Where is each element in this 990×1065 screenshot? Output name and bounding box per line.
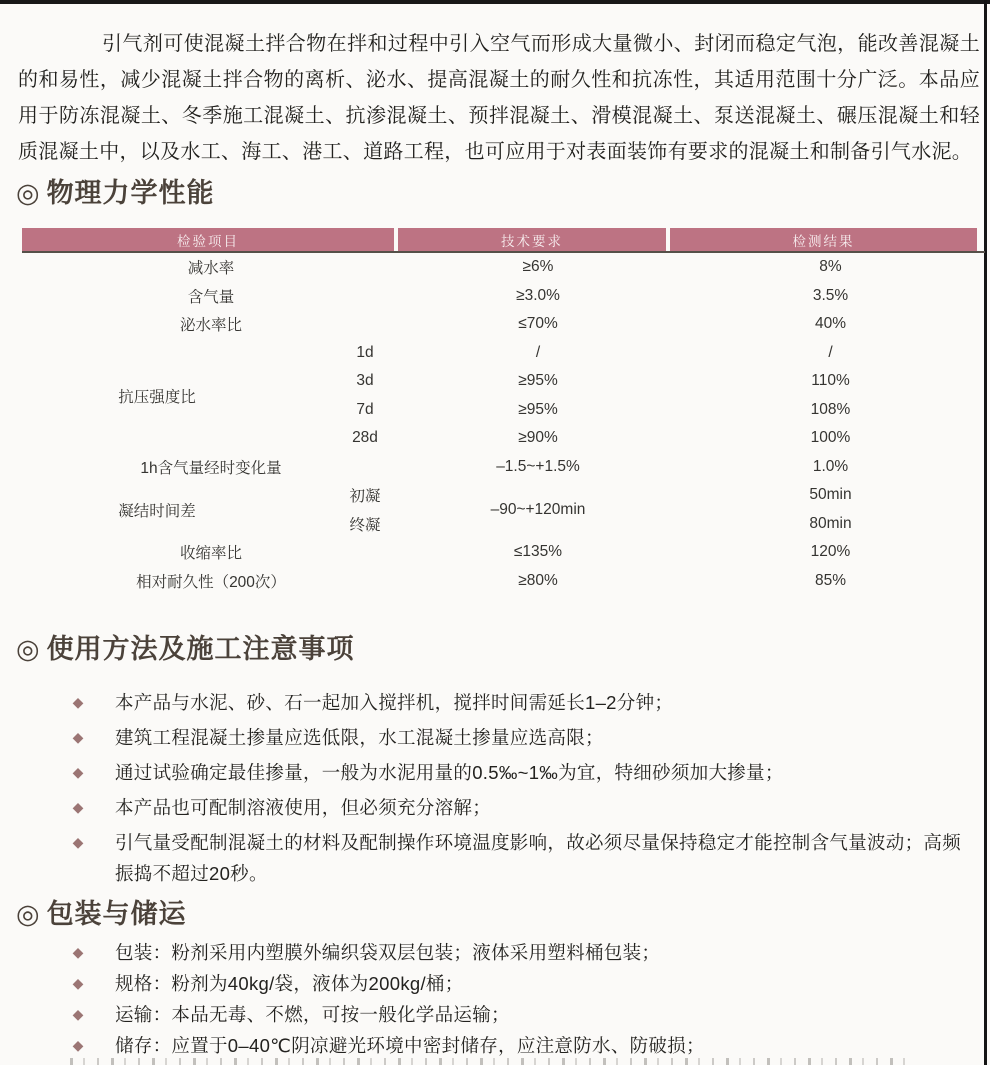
column-header-item: 检验项目 (22, 228, 398, 251)
requirement-cell: ≥95% (518, 400, 558, 418)
table-row (22, 282, 985, 311)
result-cell: 40% (814, 315, 847, 333)
section-heading-label: 使用方法及施工注意事项 (46, 634, 355, 664)
result-cell: 120% (810, 543, 851, 561)
result-cell: 3.5% (812, 286, 849, 304)
clipped-text-remnant (70, 1058, 910, 1065)
row-sub-label: 初凝 (349, 488, 381, 506)
requirement-cell: ≥3.0% (516, 286, 560, 304)
row-item-label: 收缩率比 (179, 545, 242, 563)
section-heading-packaging (16, 892, 187, 931)
list-item (70, 1000, 975, 1029)
requirement-cell: –1.5~+1.5% (496, 457, 580, 475)
requirement-cell: ≥6% (522, 258, 554, 276)
result-cell: 100% (810, 429, 851, 447)
packaging-bullet-list (70, 938, 975, 1062)
result-cell: 85% (814, 571, 847, 589)
diamond-bullet-icon: ◆ (72, 834, 84, 850)
result-cell: 1.0% (812, 457, 849, 475)
list-item (70, 722, 975, 753)
row-sub-label: 1d (356, 343, 374, 361)
row-item-label: 相对耐久性（200次） (136, 573, 286, 591)
bullet-text: 运输：本品无毒、不燃，可按一般化学品运输； (115, 1004, 510, 1025)
requirement-cell: ≤70% (518, 315, 558, 333)
section-heading-label: 包装与储运 (46, 899, 187, 929)
table-body (22, 253, 985, 595)
requirement-cell: ≥95% (518, 372, 558, 390)
requirement-cell: ≤135% (513, 543, 563, 561)
row-sub-label: 3d (356, 372, 374, 390)
result-cell: 8% (819, 258, 842, 276)
row-item-label: 含气量 (187, 288, 235, 306)
list-item (70, 969, 975, 998)
row-sub-label: 7d (356, 400, 374, 418)
result-cell: 110% (811, 372, 850, 390)
result-cell: 80min (809, 514, 852, 532)
diamond-bullet-icon: ◆ (72, 729, 84, 745)
table-header-row (22, 228, 985, 253)
requirement-cell: ≥90% (518, 429, 558, 447)
setting-time-requirement-cell: –90~+120min (490, 500, 586, 518)
group-label-setting-time: 凝结时间差 (118, 502, 196, 520)
section-marker-icon: ◎ (16, 634, 41, 664)
row-item-label: 泌水率比 (179, 317, 242, 335)
row-item-label: 减水率 (187, 260, 235, 278)
result-cell: 108% (810, 400, 851, 418)
diamond-bullet-icon: ◆ (72, 944, 84, 960)
table-row (22, 567, 985, 596)
bullet-text: 建筑工程混凝土掺量应选低限，水工混凝土掺量应选高限； (115, 727, 604, 748)
list-item (70, 827, 975, 889)
table-row (22, 453, 985, 482)
bullet-text: 通过试验确定最佳掺量，一般为水泥用量的0.5‰~1‰为宜，特细砂须加大掺量； (115, 762, 784, 783)
row-item-label: 1h含气量经时变化量 (140, 459, 282, 477)
group-label-compressive-strength: 抗压强度比 (118, 388, 196, 406)
bullet-text: 包装：粉剂采用内塑膜外编织袋双层包装；液体采用塑料桶包装； (115, 942, 661, 963)
result-cell: 50min (809, 486, 852, 504)
section-marker-icon: ◎ (16, 178, 41, 208)
intro-paragraph: 引气剂可使混凝土拌合物在拌和过程中引入空气而形成大量微小、封闭而稳定气泡，能改善混凝土的和易性，减少混凝土拌合物的离析、泌水、提高混凝土的耐久性和抗冻性，其适用范围十分广泛。本品应用于防冻混凝土、冬季施工混凝土、抗渗混凝土、预拌混凝土、滑模混凝土、泵送混凝土、碾压混凝土和轻质混凝土中，以及水工、海工、港工、道路工程，也可应用于对表面装饰有要求的混凝土和制备引气水泥。 (18, 33, 980, 163)
list-item (70, 687, 975, 718)
bullet-text: 储存：应置于0–40℃阴凉避光环境中密封储存，应注意防水、防破损； (115, 1035, 705, 1056)
diamond-bullet-icon: ◆ (72, 764, 84, 780)
row-sub-label: 28d (352, 429, 378, 447)
page-top-scan-line (0, 0, 990, 4)
diamond-bullet-icon: ◆ (72, 1037, 84, 1053)
diamond-bullet-icon: ◆ (72, 799, 84, 815)
list-item (70, 792, 975, 823)
table-row (22, 538, 985, 567)
bullet-text: 规格：粉剂为40kg/袋，液体为200kg/桶； (115, 973, 464, 994)
requirement-cell: / (535, 343, 541, 361)
column-header-result: 检测结果 (670, 228, 977, 251)
section-heading-physical-properties (16, 171, 215, 210)
diamond-bullet-icon: ◆ (72, 1006, 84, 1022)
section-marker-icon: ◎ (16, 899, 41, 929)
physical-properties-table (22, 228, 985, 595)
diamond-bullet-icon: ◆ (72, 975, 84, 991)
table-row (22, 253, 985, 282)
result-cell: / (828, 343, 833, 361)
section-heading-label: 物理力学性能 (46, 178, 215, 208)
usage-bullet-list (70, 687, 975, 893)
list-item (70, 757, 975, 788)
diamond-bullet-icon: ◆ (72, 694, 84, 710)
bullet-text: 本产品与水泥、砂、石一起加入搅拌机，搅拌时间需延长1–2分钟； (115, 692, 674, 713)
row-sub-label: 终凝 (349, 516, 381, 534)
bullet-text: 本产品也可配制溶液使用，但必须充分溶解； (115, 797, 492, 818)
requirement-cell: ≥80% (518, 571, 558, 589)
list-item (70, 938, 975, 967)
list-item (70, 1031, 975, 1060)
section-heading-usage (16, 627, 355, 666)
bullet-text: 引气量受配制混凝土的材料及配制操作环境温度影响，故必须尽量保持稳定才能控制含气量波动；高频振捣不超过20秒。 (115, 832, 962, 884)
table-row (22, 310, 985, 339)
column-header-requirement: 技术要求 (398, 228, 670, 251)
